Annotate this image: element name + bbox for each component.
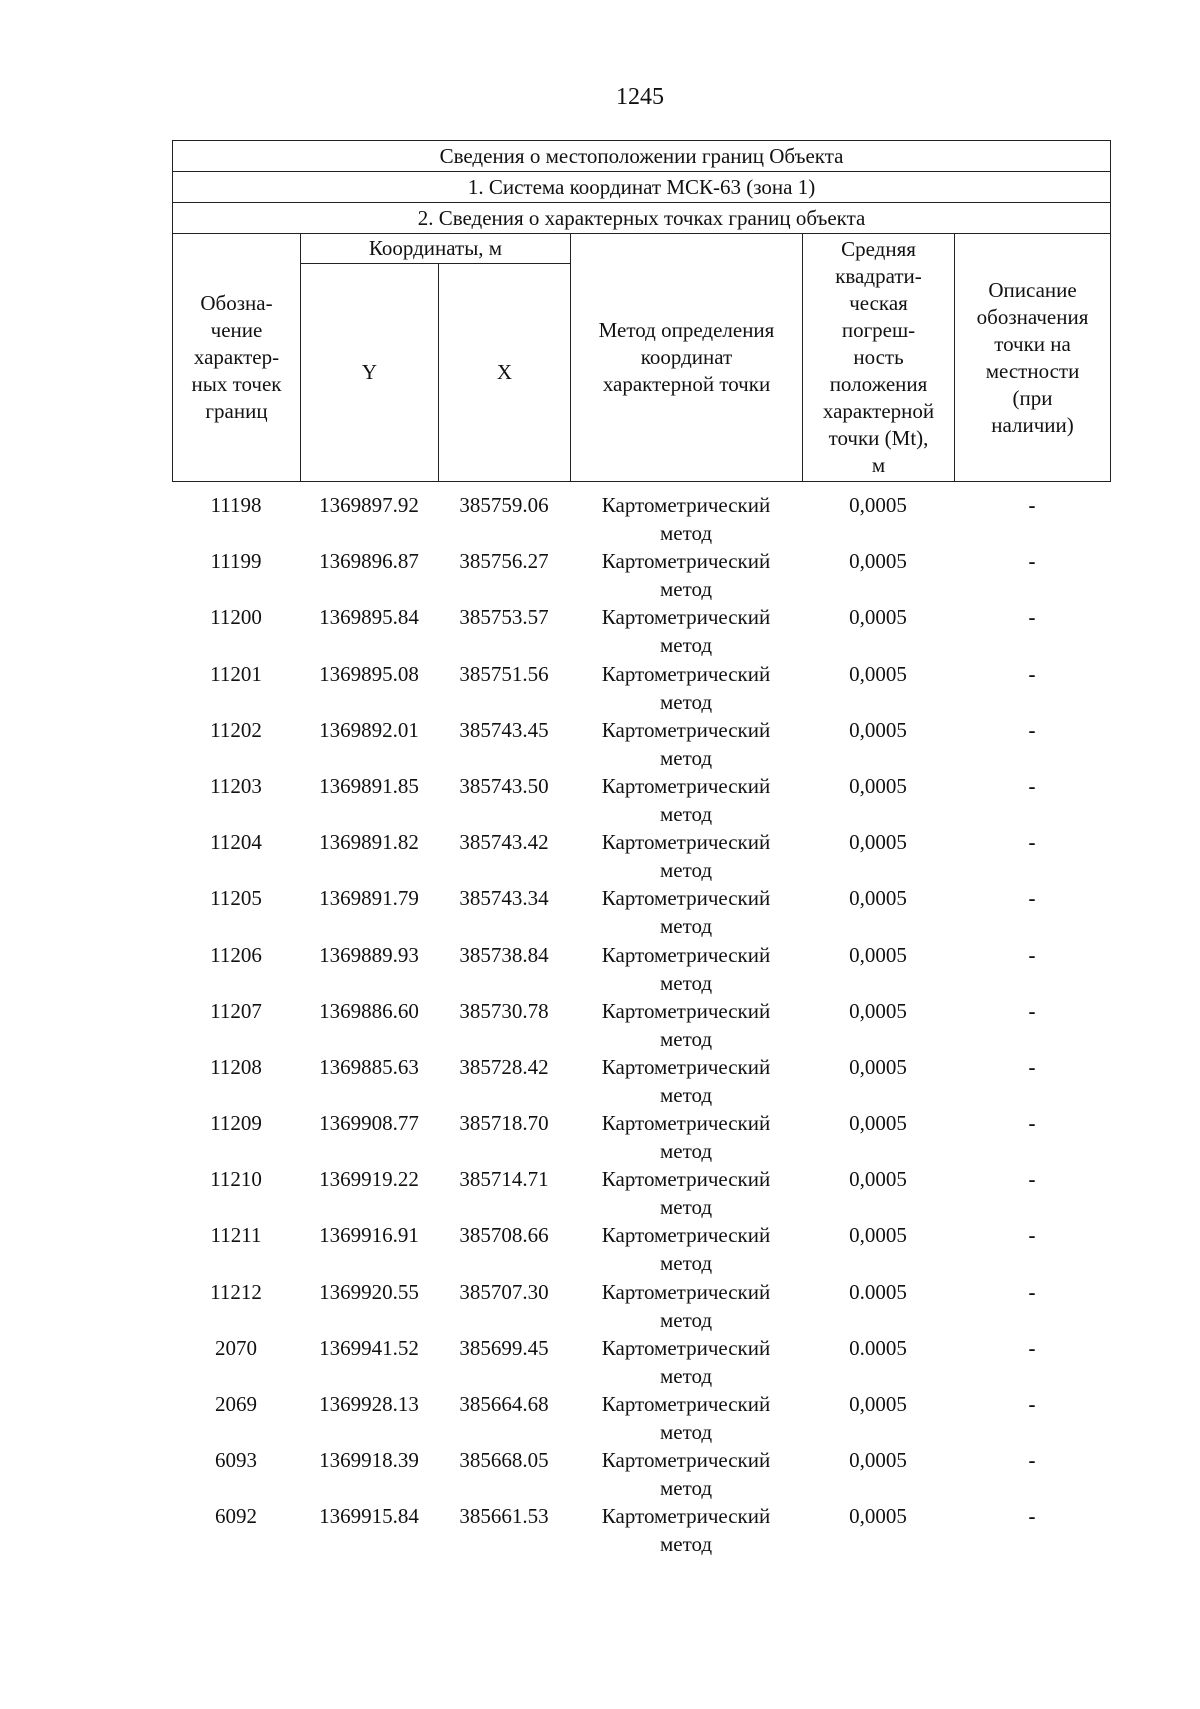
y-value: 1369897.92	[319, 493, 419, 517]
method-line: Картометрический	[601, 1448, 771, 1473]
description-value: -	[1028, 1335, 1036, 1360]
point-id: 11208	[210, 1054, 262, 1079]
y-value: 1369928.13	[319, 1392, 419, 1416]
y-value: 1369889.93	[319, 942, 419, 967]
description-header-line: наличии)	[991, 412, 1074, 437]
table-row	[172, 1446, 1110, 1502]
table-row	[172, 1334, 1110, 1390]
error-value: 0,0005	[849, 886, 907, 911]
error-value: 0,0005	[849, 1504, 907, 1529]
point-id: 11212	[210, 1279, 262, 1304]
table-row	[172, 828, 1110, 884]
table-row	[172, 716, 1110, 772]
method-line: метод	[659, 1251, 713, 1276]
method-line: метод	[659, 521, 713, 545]
point-id: 11207	[210, 998, 262, 1023]
point-id: 11202	[210, 717, 262, 742]
y-value: 1369941.52	[319, 1335, 419, 1360]
description-header-line: точки на	[994, 331, 1071, 356]
description-value: -	[1028, 773, 1036, 798]
coordinates-header: Координаты, м	[301, 234, 571, 264]
x-value: 385664.68	[459, 1392, 549, 1416]
method-line: метод	[659, 1026, 713, 1051]
point-id: 2069	[215, 1392, 257, 1416]
method-value	[570, 1334, 802, 1390]
description-value: -	[1028, 1448, 1036, 1473]
method-line: метод	[659, 1195, 713, 1220]
description-value: -	[1028, 942, 1036, 967]
designation-line: ных точек	[191, 372, 282, 396]
description-value: -	[1028, 830, 1036, 855]
description-header	[955, 234, 1111, 482]
point-id: 11204	[210, 830, 262, 855]
error-header-line: ность	[853, 345, 904, 369]
table-row	[172, 1221, 1110, 1277]
error-value: 0,0005	[849, 942, 907, 967]
x-value: 385661.53	[459, 1504, 549, 1529]
method-line: метод	[659, 577, 713, 602]
error-value: 0,0005	[849, 605, 907, 630]
y-value: 1369891.85	[319, 773, 419, 798]
table-row	[172, 1390, 1110, 1446]
method-value	[570, 660, 802, 716]
x-value: 385668.05	[459, 1448, 549, 1473]
error-header-line: ческая	[849, 291, 908, 315]
designation-line: Обозна-	[200, 291, 273, 315]
method-line: Картометрический	[601, 1504, 771, 1529]
method-line: Картометрический	[601, 1279, 771, 1304]
method-line: Картометрический	[601, 605, 771, 630]
method-value	[570, 884, 802, 940]
x-value: 385751.56	[459, 661, 549, 686]
method-value	[570, 603, 802, 659]
table-row	[172, 997, 1110, 1053]
description-value: -	[1028, 605, 1036, 630]
method-value	[570, 997, 802, 1053]
x-value: 385743.45	[459, 717, 549, 742]
points-list	[172, 491, 1110, 1559]
error-value: 0,0005	[849, 549, 907, 574]
y-value: 1369915.84	[319, 1504, 419, 1529]
y-value: 1369920.55	[319, 1279, 419, 1304]
x-value: 385730.78	[459, 998, 549, 1023]
description-value: -	[1028, 1054, 1036, 1079]
y-value: 1369892.01	[319, 717, 419, 742]
error-header-line: квадрати-	[835, 264, 922, 288]
error-header-line: характерной	[822, 399, 935, 423]
method-line: метод	[659, 1363, 713, 1388]
table-row	[172, 603, 1110, 659]
page-number: 1245	[616, 84, 664, 110]
method-line: метод	[659, 914, 713, 939]
y-value: 1369895.08	[319, 661, 419, 686]
table-row	[172, 1165, 1110, 1221]
error-header-line: Средняя	[841, 237, 916, 261]
method-line: метод	[659, 689, 713, 714]
point-id: 11206	[210, 942, 262, 967]
error-value: 0.0005	[849, 1279, 907, 1304]
method-line: Картометрический	[601, 1167, 771, 1192]
section-title: 2. Сведения о характерных точках границ объекта	[173, 203, 1111, 234]
table-row	[172, 884, 1110, 940]
table-row	[172, 660, 1110, 716]
point-id: 11211	[210, 1223, 262, 1248]
method-line: метод	[659, 801, 713, 826]
table-row	[172, 1502, 1110, 1558]
method-value	[570, 1109, 802, 1165]
error-value: 0.0005	[849, 1335, 907, 1360]
point-id: 11203	[210, 773, 262, 798]
point-id: 11205	[210, 886, 262, 911]
y-value: 1369891.82	[319, 830, 419, 855]
description-value: -	[1028, 1111, 1036, 1136]
method-header-line: Метод определения	[598, 318, 775, 342]
method-line: метод	[659, 1082, 713, 1107]
error-value: 0,0005	[849, 830, 907, 855]
x-value: 385738.84	[459, 942, 549, 967]
x-value: 385743.42	[459, 830, 549, 855]
method-value	[570, 716, 802, 772]
x-value: 385708.66	[459, 1223, 549, 1248]
description-value: -	[1028, 1167, 1036, 1192]
method-line: Картометрический	[601, 549, 771, 574]
method-header-line: характерной точки	[602, 372, 771, 396]
description-value: -	[1028, 717, 1036, 742]
error-value: 0,0005	[849, 998, 907, 1023]
table-row	[172, 941, 1110, 997]
method-line: метод	[659, 1476, 713, 1501]
y-value: 1369885.63	[319, 1054, 419, 1079]
description-header-line: местности	[985, 358, 1080, 383]
method-line: Картометрический	[601, 1223, 771, 1248]
method-value	[570, 1278, 802, 1334]
method-value	[570, 772, 802, 828]
x-header: X	[439, 264, 571, 482]
table-row	[172, 1109, 1110, 1165]
x-value: 385753.57	[459, 605, 549, 630]
point-id: 11209	[210, 1111, 262, 1136]
method-line: Картометрический	[601, 773, 771, 798]
method-line: метод	[659, 858, 713, 883]
description-value: -	[1028, 1279, 1036, 1304]
description-value: -	[1028, 661, 1036, 686]
description-header-line: Описание	[988, 277, 1077, 302]
method-value	[570, 828, 802, 884]
error-value: 0,0005	[849, 1223, 907, 1248]
error-value: 0,0005	[849, 1448, 907, 1473]
error-value: 0,0005	[849, 1111, 907, 1136]
method-value	[570, 1446, 802, 1502]
description-value: -	[1028, 1392, 1036, 1416]
method-header-line: координат	[640, 345, 733, 369]
method-line: Картометрический	[601, 1054, 771, 1079]
x-value: 385707.30	[459, 1279, 549, 1304]
x-value: 385743.34	[459, 886, 549, 911]
description-value: -	[1028, 493, 1036, 517]
description-value: -	[1028, 549, 1036, 574]
x-value: 385699.45	[459, 1335, 549, 1360]
method-line: метод	[659, 970, 713, 995]
method-line: метод	[659, 745, 713, 770]
x-value: 385759.06	[459, 493, 549, 517]
method-line: метод	[659, 1420, 713, 1444]
y-value: 1369895.84	[319, 605, 419, 630]
designation-line: характер-	[193, 345, 280, 369]
method-value	[570, 941, 802, 997]
y-value: 1369891.79	[319, 886, 419, 911]
method-line: метод	[659, 1532, 713, 1557]
table-title: Сведения о местоположении границ Объекта	[173, 141, 1111, 172]
x-value: 385728.42	[459, 1054, 549, 1079]
x-value: 385718.70	[459, 1111, 549, 1136]
method-line: Картометрический	[601, 998, 771, 1023]
point-id: 6092	[215, 1504, 257, 1529]
error-value: 0,0005	[849, 1167, 907, 1192]
header-table	[172, 140, 1111, 482]
error-value: 0,0005	[849, 773, 907, 798]
method-value	[570, 1165, 802, 1221]
error-header-line: положения	[829, 372, 928, 396]
y-value: 1369918.39	[319, 1448, 419, 1473]
y-value: 1369896.87	[319, 549, 419, 574]
method-header	[571, 234, 803, 482]
method-line: Картометрический	[601, 886, 771, 911]
description-header-line: (при	[1012, 385, 1053, 410]
method-line: Картометрический	[601, 830, 771, 855]
description-header-line: обозначения	[976, 304, 1089, 329]
designation-line: чение	[210, 318, 263, 342]
description-value: -	[1028, 1504, 1036, 1529]
description-value: -	[1028, 886, 1036, 911]
point-id: 6093	[215, 1448, 257, 1473]
table-row	[172, 772, 1110, 828]
error-value: 0,0005	[849, 1054, 907, 1079]
point-id: 11210	[210, 1167, 262, 1192]
method-line: Картометрический	[601, 1335, 771, 1360]
error-value: 0,0005	[849, 661, 907, 686]
description-value: -	[1028, 1223, 1036, 1248]
error-header-line: м	[871, 453, 886, 477]
table-row	[172, 547, 1110, 603]
error-value: 0,0005	[849, 717, 907, 742]
method-line: метод	[659, 1307, 713, 1332]
point-id: 2070	[215, 1335, 257, 1360]
method-line: метод	[659, 1139, 713, 1164]
y-value: 1369908.77	[319, 1111, 419, 1136]
table-row	[172, 1053, 1110, 1109]
x-value: 385714.71	[459, 1167, 549, 1192]
method-value	[570, 491, 802, 547]
y-value: 1369919.22	[319, 1167, 419, 1192]
point-id: 11200	[210, 605, 262, 630]
method-value	[570, 1053, 802, 1109]
y-value: 1369916.91	[319, 1223, 419, 1248]
method-line: Картометрический	[601, 942, 771, 967]
table-row	[172, 1278, 1110, 1334]
point-id: 11201	[210, 661, 262, 686]
designation-header	[173, 234, 301, 482]
point-id: 11199	[210, 549, 262, 574]
method-line: Картометрический	[601, 661, 771, 686]
y-header: Y	[301, 264, 439, 482]
method-line: Картометрический	[601, 493, 771, 517]
description-value: -	[1028, 998, 1036, 1023]
method-line: Картометрический	[601, 1111, 771, 1136]
designation-line: границ	[205, 399, 268, 423]
method-value	[570, 1390, 802, 1446]
error-header-line: точки (Mt),	[828, 426, 929, 450]
method-value	[570, 547, 802, 603]
method-line: Картометрический	[601, 717, 771, 742]
error-header-line: погреш-	[841, 318, 916, 342]
method-value	[570, 1221, 802, 1277]
x-value: 385756.27	[459, 549, 549, 574]
error-header	[803, 234, 955, 482]
point-id: 11198	[210, 493, 262, 517]
coordinate-system: 1. Система координат МСК-63 (зона 1)	[173, 172, 1111, 203]
y-value: 1369886.60	[319, 998, 419, 1023]
x-value: 385743.50	[459, 773, 549, 798]
method-line: Картометрический	[601, 1392, 771, 1416]
method-line: метод	[659, 633, 713, 658]
error-value: 0,0005	[849, 1392, 907, 1416]
error-value: 0,0005	[849, 493, 907, 517]
method-value	[570, 1502, 802, 1558]
table-row	[172, 491, 1110, 547]
